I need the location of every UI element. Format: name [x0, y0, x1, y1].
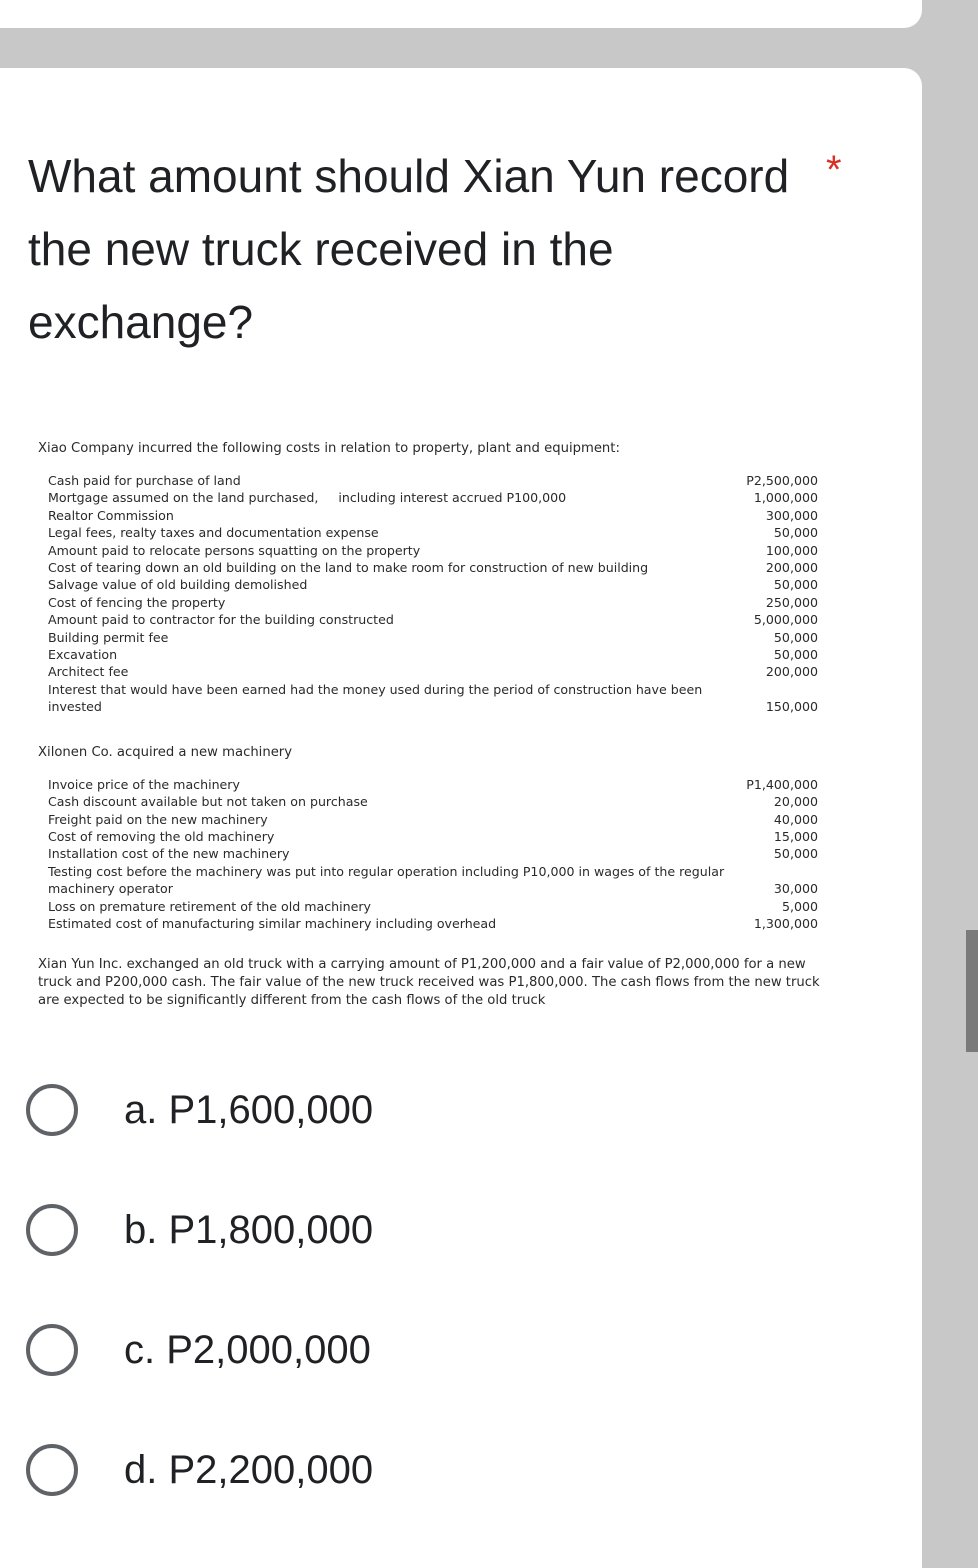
- cost-row: [48, 524, 818, 541]
- cost-row: [48, 559, 818, 576]
- cost-amount: 1,000,000: [753, 490, 818, 506]
- cost-label: Amount paid to contractor for the building constructed: [48, 612, 394, 628]
- option-d[interactable]: [26, 1440, 373, 1500]
- option-label: b. P1,800,000: [124, 1207, 374, 1252]
- cost-amount: 200,000: [765, 664, 818, 680]
- cost-label: Salvage value of old building demolished: [48, 577, 308, 593]
- cost-amount: 30,000: [773, 881, 818, 897]
- cost-label: Loss on premature retirement of the old machinery: [48, 898, 371, 914]
- cost-row: [48, 576, 818, 593]
- cost-amount: 50,000: [773, 629, 818, 645]
- cost-row: [48, 681, 818, 716]
- cost-amount: 100,000: [765, 542, 818, 558]
- cost-amount: P1,400,000: [746, 776, 818, 792]
- scrollbar-thumb[interactable]: [966, 930, 978, 1052]
- cost-amount: 200,000: [765, 560, 818, 576]
- cost-amount: 50,000: [773, 525, 818, 541]
- cost-row: [48, 663, 818, 680]
- cost-amount: 1,300,000: [753, 915, 818, 931]
- required-asterisk: *: [826, 148, 842, 192]
- cost-row: [48, 646, 818, 663]
- cost-amount: 20,000: [773, 794, 818, 810]
- cost-label: Amount paid to relocate persons squatting on the property: [48, 542, 421, 558]
- xian-yun-exchange-text: Xian Yun Inc. exchanged an old truck with a carrying amount of P1,200,000 and a fair value of P2,000,000 for a new truck and P200,000 cash. The fair value of the new truck received was P1,800,000. The cash flows from the new truck are expected to be significantly different from the cash flows of the old truck: [38, 957, 820, 1009]
- cost-label: Cost of removing the old machinery: [48, 828, 275, 844]
- xiao-cost-table: [48, 472, 818, 716]
- cost-label: Excavation: [48, 647, 118, 663]
- cost-label: Interest that would have been earned had the money used during the period of construction have been invested: [48, 681, 703, 715]
- cost-row: [48, 594, 818, 611]
- radio-button-icon[interactable]: [26, 1324, 78, 1376]
- cost-amount: P2,500,000: [746, 473, 818, 488]
- cost-amount: 5,000,000: [753, 612, 818, 628]
- option-a[interactable]: [26, 1080, 373, 1140]
- radio-button-icon[interactable]: [26, 1204, 78, 1256]
- previous-question-card: [0, 0, 922, 28]
- cost-label: Realtor Commission: [48, 507, 174, 523]
- cost-label: Cash discount available but not taken on purchase: [48, 794, 368, 810]
- xilonen-cost-table: [48, 776, 818, 933]
- cost-label: Cost of fencing the property: [48, 594, 226, 610]
- question-image: [38, 440, 838, 1010]
- option-label: c. P2,000,000: [124, 1327, 371, 1372]
- cost-row: [48, 629, 818, 646]
- cost-amount: 300,000: [765, 507, 818, 523]
- cost-row: [48, 489, 818, 506]
- cost-label: Estimated cost of manufacturing similar machinery including overhead: [48, 915, 497, 931]
- cost-row: [48, 542, 818, 559]
- cost-label: Building permit fee: [48, 629, 169, 645]
- cost-label: Cash paid for purchase of land: [48, 473, 241, 488]
- cost-label: Legal fees, realty taxes and documentation expense: [48, 525, 379, 541]
- cost-amount: 150,000: [765, 699, 818, 715]
- cost-label: Invoice price of the machinery: [48, 776, 240, 792]
- question-title: What amount should Xian Yun record the new truck received in the exchange?: [28, 150, 790, 348]
- cost-amount: 250,000: [765, 594, 818, 610]
- cost-label: Mortgage assumed on the land purchased, including interest accrued P100,000: [48, 490, 567, 506]
- cost-row: [48, 898, 818, 915]
- cost-amount: 50,000: [773, 577, 818, 593]
- answer-options: [26, 1080, 373, 1560]
- cost-label: Testing cost before the machinery was put into regular operation including P10,000 in wages of the regular machinery operator: [48, 863, 725, 897]
- cost-amount: 50,000: [773, 846, 818, 862]
- radio-button-icon[interactable]: [26, 1084, 78, 1136]
- cost-row: [48, 472, 818, 489]
- xiao-intro: Xiao Company incurred the following costs in relation to property, plant and equipment:: [38, 441, 620, 456]
- cost-label: Architect fee: [48, 664, 129, 680]
- cost-row: [48, 507, 818, 524]
- cost-amount: 15,000: [773, 828, 818, 844]
- cost-label: Installation cost of the new machinery: [48, 846, 290, 862]
- cost-row: [48, 793, 818, 810]
- xilonen-intro: Xilonen Co. acquired a new machinery: [38, 744, 293, 760]
- option-b[interactable]: [26, 1200, 373, 1260]
- cost-row: [48, 776, 818, 793]
- option-c[interactable]: [26, 1320, 373, 1380]
- cost-amount: 50,000: [773, 647, 818, 663]
- cost-row: [48, 828, 818, 845]
- cost-amount: 40,000: [773, 811, 818, 827]
- cost-amount: 5,000: [781, 898, 818, 914]
- option-label: a. P1,600,000: [124, 1087, 374, 1132]
- cost-label: Cost of tearing down an old building on the land to make room for construction of new building: [48, 560, 649, 576]
- radio-button-icon[interactable]: [26, 1444, 78, 1496]
- cost-label: Freight paid on the new machinery: [48, 811, 268, 827]
- option-label: d. P2,200,000: [124, 1447, 374, 1492]
- cost-row: [48, 915, 818, 932]
- cost-row: [48, 845, 818, 862]
- cost-row: [48, 611, 818, 628]
- cost-row: [48, 863, 818, 898]
- cost-row: [48, 811, 818, 828]
- xilonen-section: [38, 744, 838, 933]
